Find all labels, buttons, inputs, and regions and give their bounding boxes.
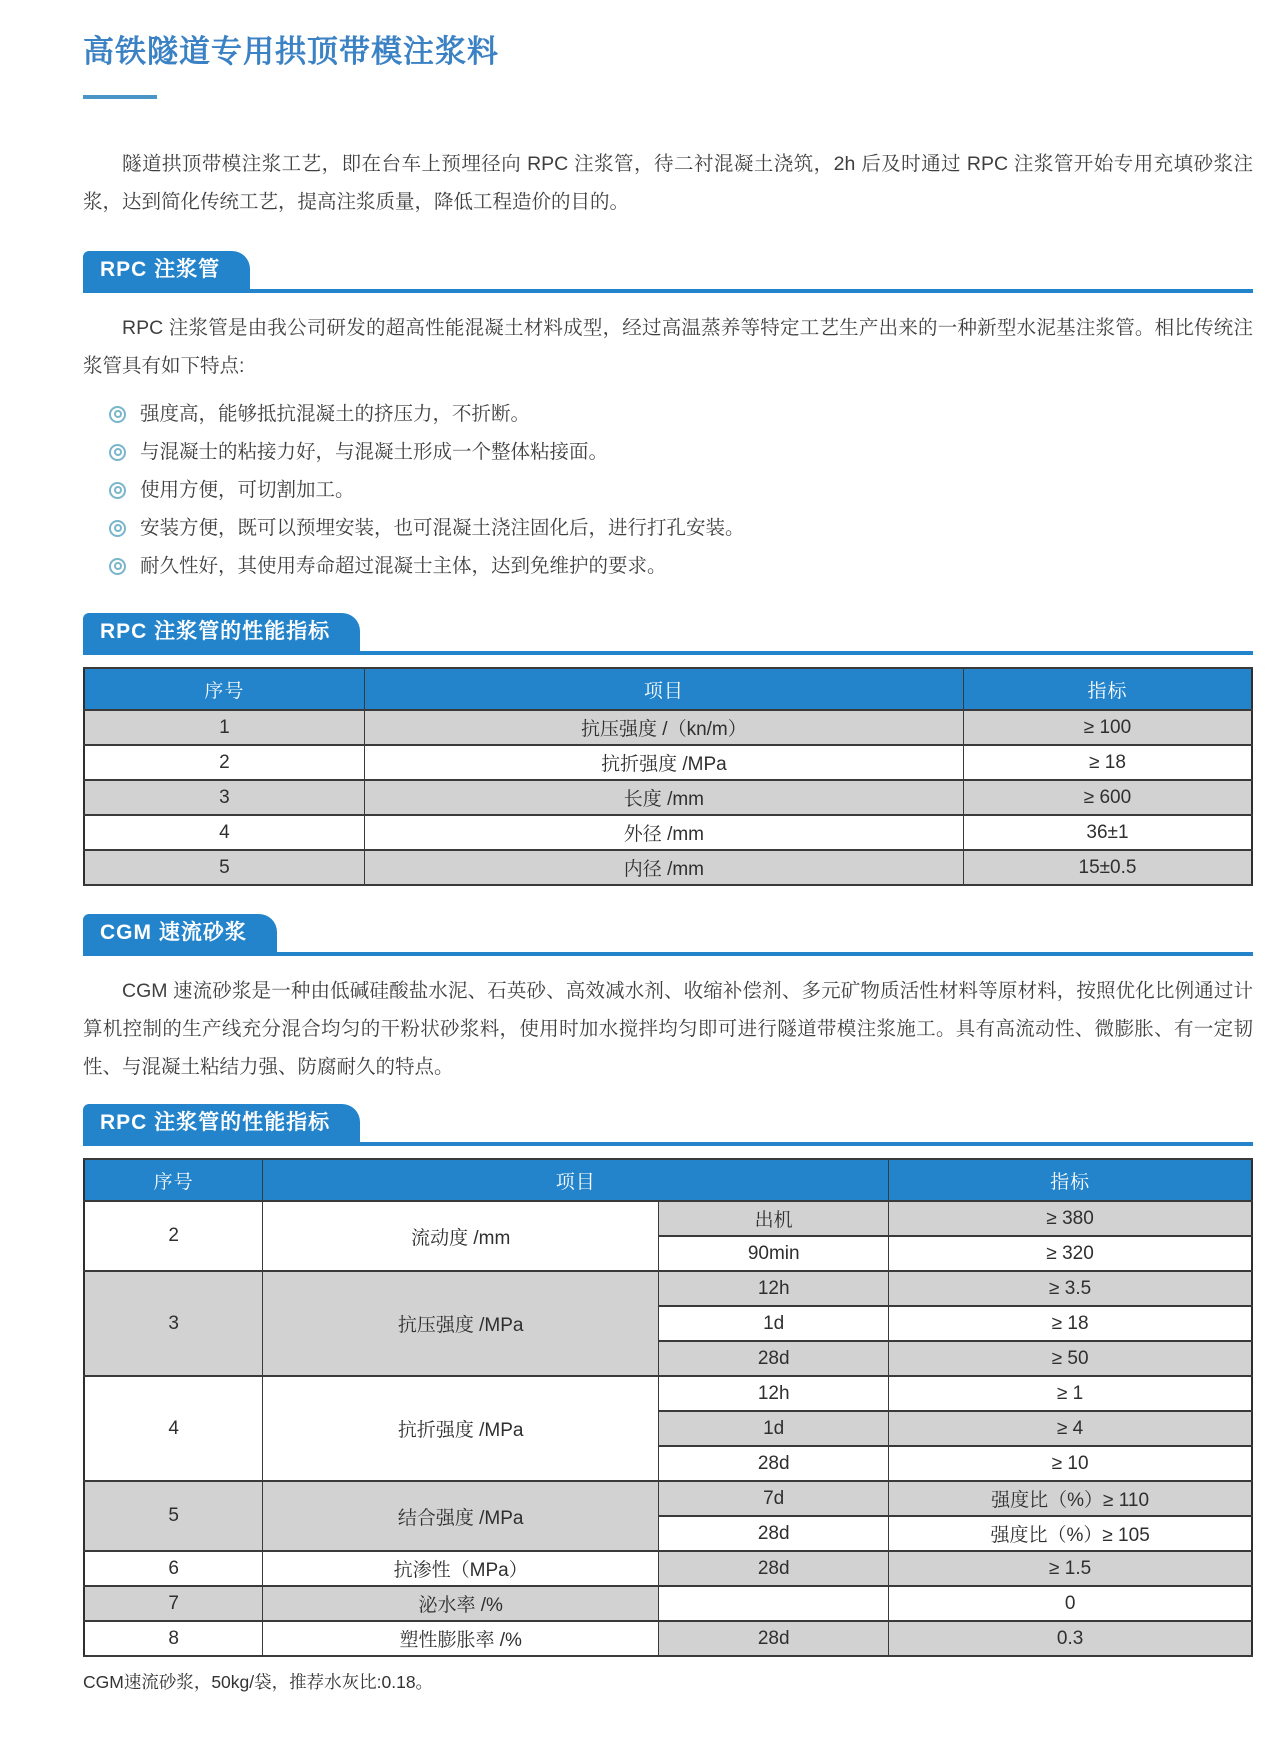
row-value: ≥ 18: [964, 745, 1253, 780]
row-age: 28d: [659, 1516, 889, 1551]
row-no: 5: [84, 850, 364, 885]
section-tab-cgm-table: RPC 注浆管的性能指标: [83, 1104, 360, 1142]
page-title: 高铁隧道专用拱顶带模注浆料: [83, 34, 499, 69]
row-age: 28d: [659, 1551, 889, 1586]
row-value: ≥ 1: [889, 1376, 1252, 1411]
feature-text: 安装方便，既可以预埋安装，也可混凝土浇注固化后，进行打孔安装。: [140, 517, 745, 539]
bullseye-icon: [109, 406, 126, 423]
row-value: ≥ 10: [889, 1446, 1252, 1481]
row-item: 抗压强度 /（kn/m）: [364, 710, 963, 745]
rpc-paragraph: RPC 注浆管是由我公司研发的超高性能混凝土材料成型，经过高温蒸养等特定工艺生产出来的一种新型水泥基注浆管。相比传统注浆管具有如下特点:: [83, 317, 1253, 377]
row-age: 1d: [659, 1306, 889, 1341]
row-value: ≥ 50: [889, 1341, 1252, 1376]
table-header-row: [84, 1159, 1252, 1201]
row-no: 7: [84, 1586, 263, 1621]
feature-text: 强度高，能够抵抗混凝土的挤压力，不折断。: [140, 403, 531, 425]
rpc-table-body: [84, 710, 1252, 885]
rpc-feature-list: [83, 395, 1253, 585]
row-item: 塑性膨胀率 /%: [263, 1621, 659, 1656]
row-age: 28d: [659, 1621, 889, 1656]
table-row: [84, 1586, 1252, 1621]
feature-text: 与混凝士的粘接力好，与混凝土形成一个整体粘接面。: [140, 441, 609, 463]
feature-text: 使用方便，可切割加工。: [140, 479, 355, 501]
table-header-row: [84, 668, 1252, 710]
col-header-value: 指标: [889, 1159, 1252, 1201]
row-value: 0: [889, 1586, 1252, 1621]
row-item: 内径 /mm: [364, 850, 963, 885]
row-value: 强度比（%）≥ 105: [889, 1516, 1252, 1551]
col-header-value: 指标: [964, 668, 1253, 710]
table-row: [84, 850, 1252, 885]
row-item: 流动度 /mm: [263, 1201, 659, 1271]
cgm-paragraph: CGM 速流砂浆是一种由低碱硅酸盐水泥、石英砂、高效减水剂、收缩补偿剂、多元矿物质活性材料等原材料，按照优化比例通过计算机控制的生产线充分混合均匀的干粉状砂浆料，使用时加水搅拌均匀即可进行隧道带模注浆施工。具有高流动性、微膨胀、有一定韧性、与混凝土粘结力强、防腐耐久的特点。: [83, 980, 1253, 1078]
feature-item: [109, 395, 1253, 433]
row-no: 1: [84, 710, 364, 745]
feature-item: [109, 509, 1253, 547]
row-no: 8: [84, 1621, 263, 1656]
rpc-performance-table: [83, 667, 1253, 886]
table-row: [84, 815, 1252, 850]
row-age: 1d: [659, 1411, 889, 1446]
bullseye-icon: [109, 482, 126, 499]
cgm-performance-table: [83, 1158, 1253, 1657]
row-value: ≥ 600: [964, 780, 1253, 815]
row-value: ≥ 4: [889, 1411, 1252, 1446]
table-row: [84, 1481, 1252, 1516]
section-tab-cgm: CGM 速流砂浆: [83, 914, 277, 952]
row-no: 3: [84, 780, 364, 815]
row-value: 15±0.5: [964, 850, 1253, 885]
row-value: ≥ 18: [889, 1306, 1252, 1341]
row-age: 7d: [659, 1481, 889, 1516]
bullseye-icon: [109, 444, 126, 461]
row-no: 4: [84, 1376, 263, 1481]
row-value: ≥ 380: [889, 1201, 1252, 1236]
row-value: ≥ 1.5: [889, 1551, 1252, 1586]
cgm-table-body: [84, 1201, 1252, 1656]
col-header-item: 项目: [263, 1159, 889, 1201]
table-row: [84, 1201, 1252, 1236]
row-age: [659, 1586, 889, 1621]
row-value: 0.3: [889, 1621, 1252, 1656]
row-age: 28d: [659, 1341, 889, 1376]
section-tab-rpc: RPC 注浆管: [83, 251, 250, 289]
table-row: [84, 1621, 1252, 1656]
section-header-rpc: [83, 251, 1253, 293]
row-item: 抗折强度 /MPa: [364, 745, 963, 780]
section-header-rpc-table: [83, 613, 1253, 655]
row-no: 2: [84, 1201, 263, 1271]
row-age: 12h: [659, 1271, 889, 1306]
table-row: [84, 1271, 1252, 1306]
row-no: 6: [84, 1551, 263, 1586]
row-value: 强度比（%）≥ 110: [889, 1481, 1252, 1516]
intro-paragraph: 隧道拱顶带模注浆工艺，即在台车上预埋径向 RPC 注浆管，待二衬混凝土浇筑，2h 后及时通过 RPC 注浆管开始专用充填砂浆注浆，达到简化传统工艺，提高注浆质量，降低工程造价的目的。: [83, 153, 1253, 213]
row-value: 36±1: [964, 815, 1253, 850]
row-value: ≥ 320: [889, 1236, 1252, 1271]
table-row: [84, 780, 1252, 815]
table-row: [84, 1551, 1252, 1586]
col-header-no: 序号: [84, 668, 364, 710]
feature-text: 耐久性好，其使用寿命超过混凝士主体，达到免维护的要求。: [140, 555, 667, 577]
row-age: 28d: [659, 1446, 889, 1481]
row-no: 5: [84, 1481, 263, 1551]
table-row: [84, 745, 1252, 780]
section-header-cgm: [83, 914, 1253, 956]
row-item: 结合强度 /MPa: [263, 1481, 659, 1551]
row-no: 3: [84, 1271, 263, 1376]
title-underline: [83, 95, 157, 99]
row-item: 外径 /mm: [364, 815, 963, 850]
row-item: 抗渗性（MPa）: [263, 1551, 659, 1586]
row-age: 90min: [659, 1236, 889, 1271]
row-item: 抗折强度 /MPa: [263, 1376, 659, 1481]
bullseye-icon: [109, 520, 126, 537]
row-item: 长度 /mm: [364, 780, 963, 815]
col-header-item: 项目: [364, 668, 963, 710]
section-tab-rpc-table: RPC 注浆管的性能指标: [83, 613, 360, 651]
row-no: 2: [84, 745, 364, 780]
feature-item: [109, 433, 1253, 471]
col-header-no: 序号: [84, 1159, 263, 1201]
row-value: ≥ 100: [964, 710, 1253, 745]
row-value: ≥ 3.5: [889, 1271, 1252, 1306]
row-age: 12h: [659, 1376, 889, 1411]
row-item: 泌水率 /%: [263, 1586, 659, 1621]
section-header-cgm-table: [83, 1104, 1253, 1146]
feature-item: [109, 547, 1253, 585]
feature-item: [109, 471, 1253, 509]
footnote: CGM速流砂浆，50kg/袋，推荐水灰比:0.18。: [83, 1672, 434, 1692]
table-row: [84, 1376, 1252, 1411]
table-row: [84, 710, 1252, 745]
row-age: 出机: [659, 1201, 889, 1236]
row-item: 抗压强度 /MPa: [263, 1271, 659, 1376]
row-no: 4: [84, 815, 364, 850]
bullseye-icon: [109, 558, 126, 575]
